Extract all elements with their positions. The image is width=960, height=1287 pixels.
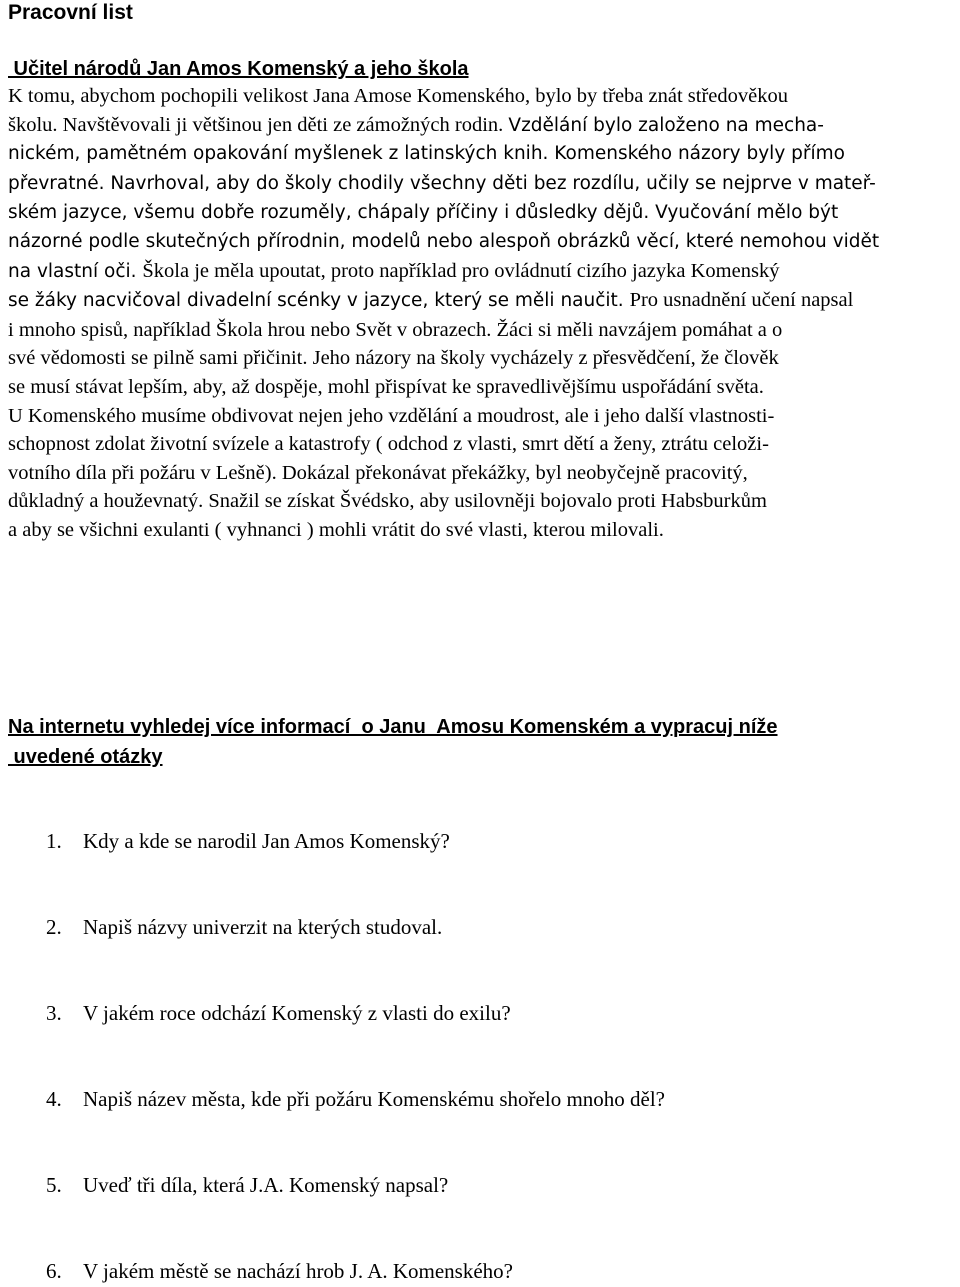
paragraph-line <box>8 316 952 345</box>
text-run: votního díla při požáru v Lešně). Dokázal překonávat překážky, byl neobyčejně pracovitý, <box>8 461 748 484</box>
text-run: schopnost zdolat životní svízele a katastrofy ( odchod z vlasti, smrt dětí a ženy, ztrátu celoži- <box>8 433 769 456</box>
text-run: na vlastní oči. <box>8 260 143 282</box>
text-run: své vědomosti se pilně sami přičinit. <box>8 347 313 370</box>
paragraph-line <box>8 373 952 402</box>
paragraph-line <box>8 430 952 459</box>
paragraph-line <box>8 140 952 169</box>
question-text: Kdy a kde se narodil Jan Amos Komenský? <box>83 829 450 853</box>
text-run: Jeho názory na školy vycházely z přesvědčení, že člověk <box>312 347 779 370</box>
paragraph-line <box>8 402 952 431</box>
question-text: Napiš název města, kde při požáru Komenskému shořelo mnoho děl? <box>83 1087 666 1111</box>
text-run: nickém, pamětném opakování myšlenek z latinských knih. Komenského názory byly přímo <box>8 143 845 165</box>
text-run: Žáci si měli navzájem pomáhat a o <box>496 318 783 341</box>
text-run: ském jazyce, všemu dobře rozuměly, chápaly příčiny i důsledky dějů. <box>8 202 656 224</box>
paragraph-line <box>8 487 952 516</box>
text-run: se žáky nacvičoval divadelní scénky v jazyce, který se měli naučit. <box>8 290 630 312</box>
text-run: školu. Navštěvovali ji většinou jen děti ze zámožných rodin. <box>8 113 509 136</box>
text-run: U Komenského musíme obdivovat nejen jeho vzdělání a moudrost, ale i jeho další vlastnosti- <box>8 404 775 427</box>
text-run: a aby se všichni exulanti ( vyhnanci ) mohli vrátit do své vlasti, kterou milovali. <box>8 518 664 541</box>
paragraph-line <box>8 516 952 545</box>
question-number: 1. <box>46 829 62 853</box>
paragraph-line <box>8 198 952 228</box>
question-number: 2. <box>46 915 62 939</box>
question-number: 3. <box>46 1001 62 1025</box>
paragraph-line <box>8 82 952 111</box>
text-run: Vyučování mělo být <box>655 202 839 224</box>
text-run: Škola je měla upoutat, proto například pro ovládnutí cizího jazyka Komenský <box>142 259 780 282</box>
intro-paragraph <box>8 82 952 545</box>
text-run: Vzdělání bylo založeno na mecha- <box>508 114 824 136</box>
task-heading <box>8 712 778 772</box>
task-heading-line: Na internetu vyhledej více informací o Janu Amosu Komenském a vypracuj níže <box>8 716 778 738</box>
document-title: Pracovní list <box>8 1 133 24</box>
text-run: K tomu, abychom pochopili velikost Jana Amose Komenského, bylo by třeba znát středověkou <box>8 85 788 107</box>
text-run: i mnoho spisů, například Škola hrou nebo Svět v obrazech. <box>8 318 497 341</box>
paragraph-line <box>8 111 952 141</box>
text-run: se musí stávat lepším, aby, až dospěje, mohl přispívat ke spravedlivějšímu uspořádání světa. <box>8 375 764 398</box>
text-run: Pro usnadnění učení napsal <box>629 289 854 312</box>
text-run: názorné podle skutečných přírodnin, modelů nebo alespoň obrázků věcí, které nemohou vidět <box>8 230 880 252</box>
paragraph-line <box>8 286 952 316</box>
paragraph-line <box>8 344 952 373</box>
question-number: 6. <box>46 1259 62 1283</box>
text-run: důkladný a houževnatý. Snažil se získat Švédsko, aby usilovněji bojovalo proti Habsburkům <box>8 490 767 513</box>
task-heading-line: uvedené otázky <box>8 746 163 768</box>
question-number: 5. <box>46 1173 62 1197</box>
paragraph-line <box>8 459 952 488</box>
text-run: převratné. <box>8 172 111 194</box>
paragraph-line <box>8 257 952 287</box>
question-text: Napiš názvy univerzit na kterých studoval. <box>83 915 443 939</box>
text-run: Navrhoval, aby do školy chodily všechny děti bez rozdílu, učily se nejprve v mateř- <box>110 172 876 194</box>
paragraph-line <box>8 228 952 257</box>
question-number: 4. <box>46 1087 62 1111</box>
question-text: V jakém roce odchází Komenský z vlasti do exilu? <box>83 1001 511 1025</box>
question-text: V jakém městě se nachází hrob J. A. Komenského? <box>83 1259 513 1283</box>
section-heading: Učitel národů Jan Amos Komenský a jeho škola <box>8 58 469 80</box>
paragraph-line <box>8 169 952 199</box>
question-text: Uveď tři díla, která J.A. Komenský napsal? <box>83 1173 449 1197</box>
